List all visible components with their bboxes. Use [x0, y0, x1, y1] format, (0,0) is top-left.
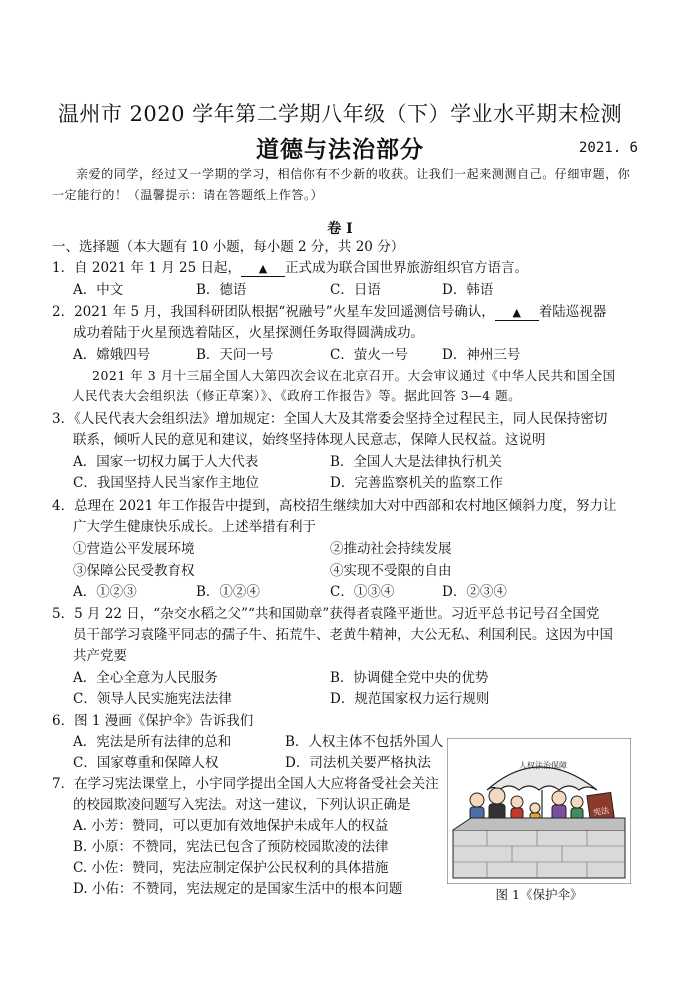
option: A．中文	[73, 282, 124, 298]
question-7: 7．在学习宪法课堂上，小宇同学提出全国人大应将备受社会关注	[52, 776, 439, 792]
option: D. 小佑：不赞同，宪法规定的是国家生活中的根本问题	[73, 881, 403, 897]
option: C. 小佐：赞同，宪法应制定保护公民权利的具体措施	[73, 860, 389, 876]
question-3-line-2: 联系，倾听人民的意见和建议，始终坚持体现人民意志，保障人民权益。这说明	[73, 432, 546, 448]
exam-title: 温州市 2020 学年第二学期八年级（下）学业水平期末检测	[57, 102, 623, 126]
option: B．人权主体不包括外国人	[285, 734, 444, 750]
option: D．神州三号	[442, 347, 521, 363]
option: D．司法机关要严格执法	[285, 755, 431, 771]
statement-item: ②推动社会持续发展	[330, 541, 452, 557]
question-5: 5．5 月 22 日，“杂交水稻之父”“共和国勋章”获得者袁隆平逝世。习近平总书记号召全国党	[52, 606, 600, 622]
option: C．日语	[330, 282, 381, 298]
question-2-line-2: 成功着陆于火星预选着陆区，火星探测任务取得圆满成功。	[73, 325, 424, 341]
question-1: 1．自 2021 年 1 月 25 日起， ▲ 正式成为联合国世界旅游组织官方语言。	[52, 260, 528, 276]
question-5-line-3: 共产党要	[73, 648, 127, 664]
option: C．我国坚持人民当家作主地位	[73, 475, 259, 491]
statement-item: ③保障公民受教育权	[73, 563, 195, 579]
wall-top	[453, 818, 625, 830]
option: A．宪法是所有法律的总和	[73, 734, 232, 750]
option: A．①②③	[73, 584, 137, 600]
section-heading: 一、选择题（本大题有 10 小题，每小题 2 分，共 20 分）	[52, 239, 405, 255]
question-3: 3．《人民代表大会组织法》增加规定：全国人大及其常委会坚持全过程民主，同人民保持密切	[52, 411, 608, 427]
option: B．天问一号	[196, 347, 274, 363]
stone-wall	[453, 830, 625, 878]
question-2: 2．2021 年 5 月，我国科研团队根据“祝融号”火星车发回遥测信号确认， ▲ 着陆巡视器	[52, 304, 607, 320]
answer-blank: ▲	[495, 306, 539, 321]
statement-item: ①营造公平发展环境	[73, 541, 195, 557]
answer-blank: ▲	[241, 262, 285, 277]
material-line-1: 2021 年 3 月十三届全国人大第四次会议在北京召开。大会审议通过《中华人民共和国全国	[92, 368, 616, 383]
exam-subtitle: 道德与法治部分	[256, 136, 424, 163]
option: C．领导人民实施宪法法律	[73, 691, 232, 707]
option: A．嫦娥四号	[73, 347, 151, 363]
umbrella-label: 人权法治保障	[519, 761, 567, 770]
option: B．德语	[196, 282, 247, 298]
statement-item: ④实现不受限的自由	[330, 563, 452, 579]
question-4-line-2: 广大学生健康快乐成长。上述举措有利于	[73, 519, 316, 535]
figure-caption: 图 1《保护伞》	[495, 887, 583, 902]
option: D．完善监察机关的监察工作	[330, 475, 503, 491]
option: B. 小原：不赞同，宪法已包含了预防校园欺凌的法律	[73, 839, 389, 855]
intro-paragraph: 亲爱的同学，经过又一学期的学习，相信你有不少新的收获。让我们一起来测测自己。仔细审题，你一定能行的！（温馨提示：请在答题纸上作答。）	[52, 167, 631, 202]
question-6: 6．图 1 漫画《保护伞》告诉我们	[52, 713, 254, 729]
option: B．①②④	[196, 584, 260, 600]
option: D．②③④	[442, 584, 507, 600]
exam-date: 2021. 6	[578, 140, 638, 156]
option: C．萤火一号	[330, 347, 408, 363]
book-label: 宪法	[592, 805, 610, 818]
option: B．全国人大是法律执行机关	[330, 454, 502, 470]
option: A. 小芳：赞同，可以更加有效地保护未成年人的权益	[73, 818, 389, 834]
option: A．国家一切权力属于人大代表	[73, 454, 259, 470]
option: C．国家尊重和保障人权	[73, 755, 219, 771]
question-5-line-2: 员干部学习袁隆平同志的孺子牛、拓荒牛、老黄牛精神，大公无私、利国利民。这因为中国	[73, 627, 613, 643]
option: D．规范国家权力运行规则	[330, 691, 490, 707]
question-4: 4．总理在 2021 年工作报告中提到，高校招生继续加大对中西部和农村地区倾斜力度，努力让	[52, 498, 617, 514]
option: D．韩语	[442, 282, 494, 298]
material-line-2: 人民代表大会组织法（修正草案）》、《政府工作报告》等。据此回答 3—4 题。	[72, 388, 522, 403]
option: C．①③④	[330, 584, 395, 600]
question-7-line-2: 的校园欺凌问题写入宪法。对这一建议，下列认识正确是	[73, 797, 411, 813]
option: B．协调健全党中央的优势	[330, 670, 489, 686]
option: A．全心全意为人民服务	[73, 670, 218, 686]
protection-umbrella-cartoon	[447, 738, 631, 884]
volume-heading: 卷 I	[327, 221, 353, 237]
